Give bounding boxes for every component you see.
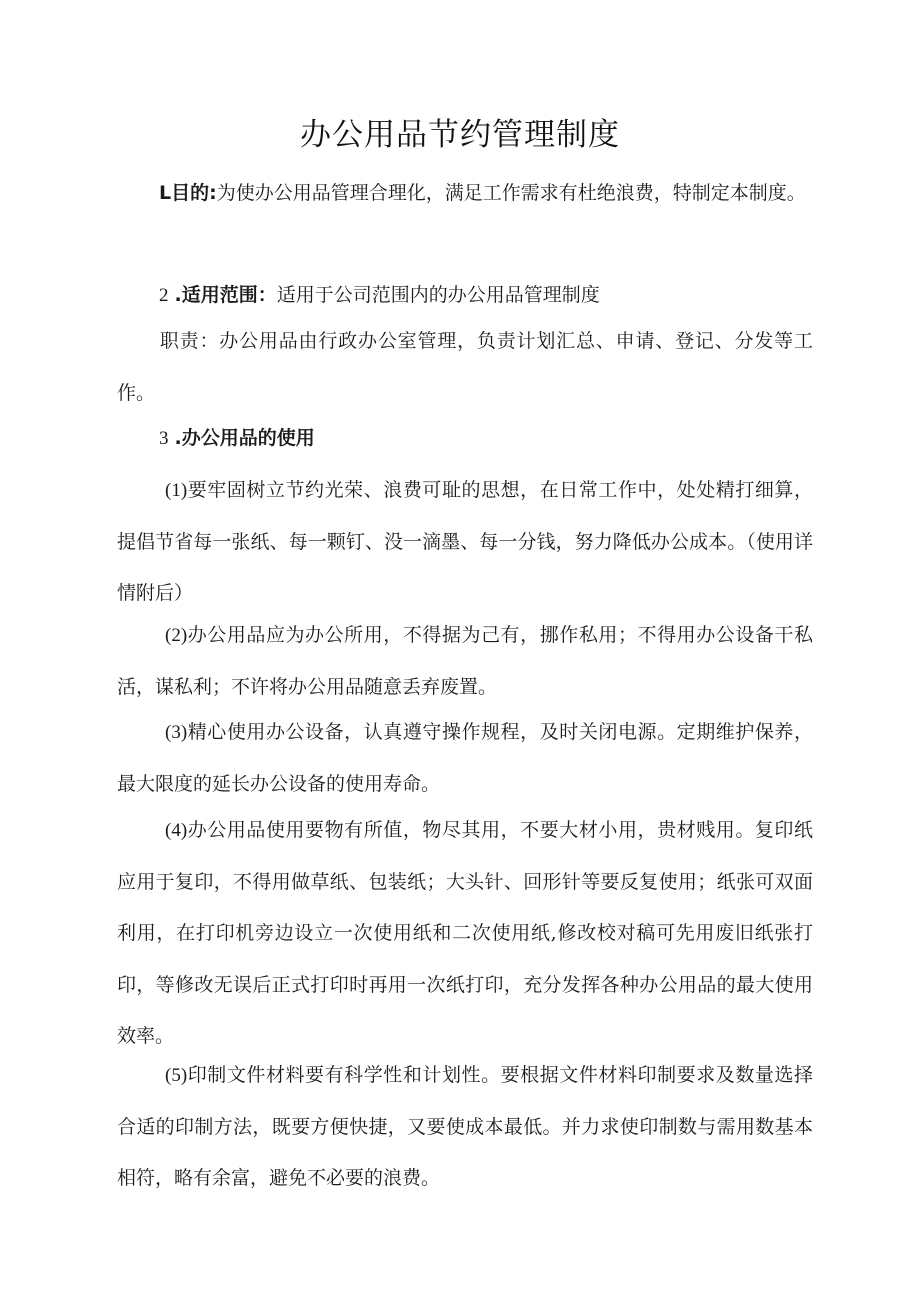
list-item-4 [117, 805, 813, 1063]
list-item-3-text: 精心使用办公设备，认真遵守操作规程，及时关闭电源。定期维护保养，最大限度的延长办公设备的使用寿命。 [117, 721, 813, 795]
section-usage-heading [117, 413, 813, 465]
list-item-2-number: (2) [165, 625, 188, 646]
list-item-3 [117, 707, 813, 810]
list-item-1 [117, 465, 813, 620]
section-duties [117, 316, 813, 419]
list-item-2 [117, 610, 813, 713]
list-item-4-number: (4) [165, 820, 188, 841]
section-scope-label: .适用范围： [174, 284, 277, 306]
list-item-5-number: (5) [165, 1065, 188, 1086]
section-purpose [117, 168, 813, 220]
section-usage-number: 3 [159, 428, 169, 449]
section-scope [117, 270, 813, 322]
list-item-1-text: 要牢固树立节约光荣、浪费可耻的思想，在日常工作中，处处精打细算，提倡节省每一张纸、每一颗钉、没一滴墨、每一分钱，努力降低办公成本。（使用详情附后） [117, 479, 813, 604]
list-item-5-text: 印制文件材料要有科学性和计划性。要根据文件材料印制要求及数量选择合适的印制方法，既要方便快捷，又要使成本最低。并力求使印制数与需用数基本相符，略有余富，避免不必要的浪费。 [117, 1064, 813, 1189]
list-item-4-text: 办公用品使用要物有所值，物尽其用，不要大材小用，贵材贱用。复印纸应用于复印，不得用做草纸、包装纸；大头针、回形针等要反复使用；纸张可双面利用，在打印机旁边设立一次使用纸和二次使用纸,修改校对稿可先用废旧纸张打印，等修改无误后正式打印时再用一次纸打印，充分发挥各种办公用品的最大使用效率。 [117, 819, 813, 1047]
list-item-5 [117, 1050, 813, 1205]
list-item-1-number: (1) [165, 480, 188, 501]
section-purpose-text: 为使办公用品管理合理化，满足工作需求有杜绝浪费，特制定本制度。 [216, 182, 806, 204]
section-scope-number: 2 [159, 285, 169, 306]
section-duties-text: 职责：办公用品由行政办公室管理，负责计划汇总、申请、登记、分发等工作。 [117, 330, 813, 404]
document-title: 办公用品节约管理制度 [300, 117, 620, 153]
list-item-3-number: (3) [165, 722, 188, 743]
section-purpose-label: L目的: [159, 182, 217, 204]
section-scope-text: 适用于公司范围内的办公用品管理制度 [276, 284, 600, 306]
list-item-2-text: 办公用品应为办公所用，不得据为己有，挪作私用；不得用办公设备干私活，谋私利；不许将办公用品随意丢弃废置。 [117, 624, 813, 698]
section-usage-label: .办公用品的使用 [174, 427, 315, 449]
